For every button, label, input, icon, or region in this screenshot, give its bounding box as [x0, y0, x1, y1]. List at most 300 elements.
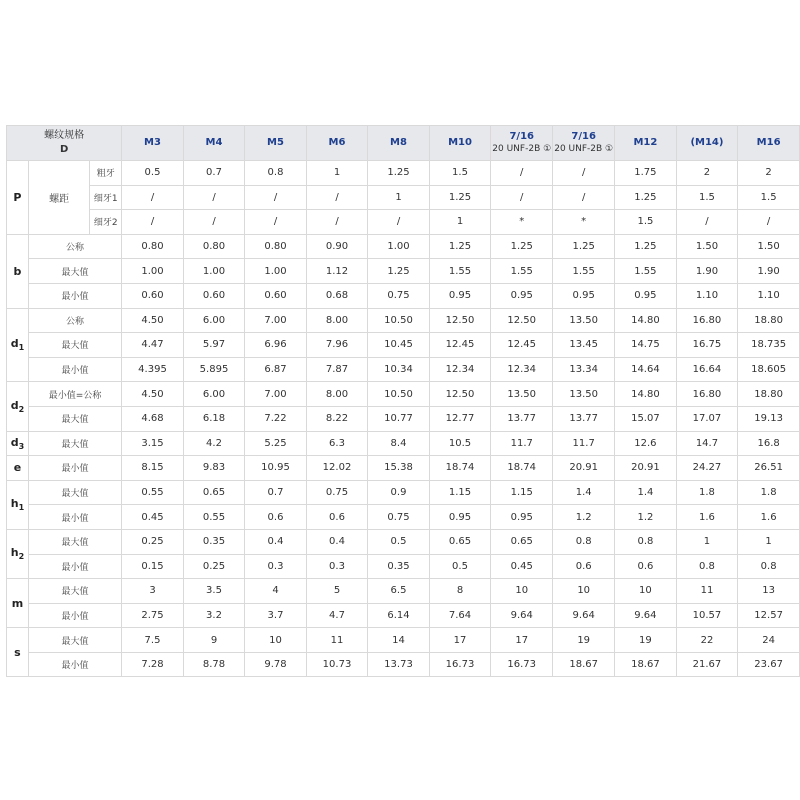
value-cell: 1.55: [429, 259, 491, 284]
table-row: [7, 308, 800, 333]
value-cell: 12.34: [491, 357, 553, 382]
value-cell: 1: [738, 529, 800, 554]
size-header: [615, 126, 677, 161]
value-cell: 10: [491, 579, 553, 604]
value-cell: *: [553, 210, 615, 235]
value-cell: 17: [491, 628, 553, 653]
value-cell: /: [491, 161, 553, 186]
value-cell: 0.8: [553, 529, 615, 554]
row-label: 最大值: [28, 579, 121, 604]
row-label: 最大值: [28, 529, 121, 554]
value-cell: 1.25: [615, 234, 677, 259]
param-symbol: [7, 579, 29, 628]
value-cell: 0.7: [183, 161, 245, 186]
table-row: [7, 554, 800, 579]
value-cell: 18.74: [491, 456, 553, 481]
row-label: 细牙1: [90, 185, 122, 210]
value-cell: 10: [245, 628, 307, 653]
value-cell: 4.50: [122, 382, 184, 407]
value-cell: 14: [368, 628, 430, 653]
value-cell: 10.95: [245, 456, 307, 481]
value-cell: /: [738, 210, 800, 235]
row-label: 粗牙: [90, 161, 122, 186]
param-symbol-letter: m: [11, 596, 24, 610]
value-cell: 0.3: [245, 554, 307, 579]
value-cell: /: [122, 210, 184, 235]
value-cell: 8.15: [122, 456, 184, 481]
value-cell: 4.7: [306, 603, 368, 628]
value-cell: /: [183, 185, 245, 210]
value-cell: 4.47: [122, 333, 184, 358]
value-cell: 12.50: [429, 382, 491, 407]
value-cell: 2.75: [122, 603, 184, 628]
value-cell: 7.64: [429, 603, 491, 628]
table-row: [7, 529, 800, 554]
size-label: M6: [328, 136, 346, 148]
thread-spec-symbol: D: [59, 144, 69, 155]
value-cell: 1.2: [553, 505, 615, 530]
size-header: [491, 126, 553, 161]
size-header: [368, 126, 430, 161]
param-symbol-letter: b: [13, 264, 22, 278]
row-label: 最小值: [28, 652, 121, 677]
value-cell: 9.64: [553, 603, 615, 628]
value-cell: 1.55: [615, 259, 677, 284]
value-cell: 0.7: [245, 480, 307, 505]
header-row: [7, 126, 800, 161]
value-cell: 20.91: [615, 456, 677, 481]
pitch-label: 螺距: [28, 161, 89, 235]
value-cell: 1.75: [615, 161, 677, 186]
value-cell: 12.57: [738, 603, 800, 628]
value-cell: 1.6: [676, 505, 738, 530]
size-sublabel: 20 UNF-2B ①: [554, 143, 614, 154]
param-symbol-letter: e: [13, 461, 22, 475]
value-cell: 1.50: [676, 234, 738, 259]
value-cell: 0.55: [122, 480, 184, 505]
row-label: 公称: [28, 308, 121, 333]
row-label: 最大值: [28, 628, 121, 653]
value-cell: 5.25: [245, 431, 307, 456]
value-cell: 9.64: [615, 603, 677, 628]
value-cell: 0.80: [245, 234, 307, 259]
value-cell: 19: [553, 628, 615, 653]
param-symbol: [7, 480, 29, 529]
value-cell: 3.2: [183, 603, 245, 628]
param-symbol-subscript: 1: [18, 343, 25, 353]
value-cell: 20.91: [553, 456, 615, 481]
size-label: M4: [205, 136, 223, 148]
value-cell: 21.67: [676, 652, 738, 677]
value-cell: 1.5: [676, 185, 738, 210]
value-cell: 14.80: [615, 382, 677, 407]
value-cell: 1.90: [676, 259, 738, 284]
value-cell: 14.7: [676, 431, 738, 456]
row-label: 最小值: [28, 357, 121, 382]
value-cell: /: [306, 185, 368, 210]
value-cell: 0.65: [429, 529, 491, 554]
value-cell: 1.4: [553, 480, 615, 505]
size-label: M16: [756, 136, 781, 148]
size-label: M10: [448, 136, 472, 148]
row-label: 公称: [28, 234, 121, 259]
param-symbol: [7, 382, 29, 431]
table-row: [7, 185, 800, 210]
value-cell: 18.605: [738, 357, 800, 382]
value-cell: 9: [183, 628, 245, 653]
param-symbol-subscript: 3: [18, 441, 25, 451]
value-cell: 7.96: [306, 333, 368, 358]
value-cell: 1.15: [491, 480, 553, 505]
value-cell: 1.4: [615, 480, 677, 505]
param-symbol-letter: d: [10, 337, 19, 351]
value-cell: 16.73: [429, 652, 491, 677]
value-cell: 11.7: [553, 431, 615, 456]
value-cell: 0.3: [306, 554, 368, 579]
value-cell: 1.55: [491, 259, 553, 284]
value-cell: 10: [615, 579, 677, 604]
value-cell: 22: [676, 628, 738, 653]
value-cell: 0.60: [245, 283, 307, 308]
value-cell: 15.38: [368, 456, 430, 481]
thread-spec-table: [6, 125, 800, 677]
value-cell: 13.77: [491, 406, 553, 431]
value-cell: 0.95: [491, 505, 553, 530]
value-cell: 1.00: [122, 259, 184, 284]
value-cell: 26.51: [738, 456, 800, 481]
param-symbol: [7, 234, 29, 308]
value-cell: 1: [676, 529, 738, 554]
value-cell: 0.95: [615, 283, 677, 308]
value-cell: 5: [306, 579, 368, 604]
value-cell: 0.8: [615, 529, 677, 554]
value-cell: 1.5: [615, 210, 677, 235]
value-cell: 9.83: [183, 456, 245, 481]
value-cell: /: [553, 161, 615, 186]
value-cell: 12.02: [306, 456, 368, 481]
value-cell: 2: [676, 161, 738, 186]
value-cell: 6.14: [368, 603, 430, 628]
value-cell: 4: [245, 579, 307, 604]
table-row: [7, 283, 800, 308]
value-cell: 0.75: [368, 505, 430, 530]
value-cell: 0.68: [306, 283, 368, 308]
value-cell: 1.15: [429, 480, 491, 505]
value-cell: 1.25: [368, 259, 430, 284]
value-cell: 18.67: [615, 652, 677, 677]
value-cell: 0.60: [122, 283, 184, 308]
value-cell: 7.87: [306, 357, 368, 382]
table-row: [7, 357, 800, 382]
value-cell: 1: [368, 185, 430, 210]
value-cell: 0.5: [368, 529, 430, 554]
value-cell: 1.2: [615, 505, 677, 530]
row-label: 最小值: [28, 456, 121, 481]
size-label: M5: [267, 136, 284, 148]
value-cell: 1.25: [429, 185, 491, 210]
table-row: [7, 456, 800, 481]
row-label: 最小值: [28, 283, 121, 308]
param-symbol-subscript: 2: [18, 552, 25, 562]
value-cell: 19: [615, 628, 677, 653]
value-cell: 3: [122, 579, 184, 604]
value-cell: 1.12: [306, 259, 368, 284]
table-row: [7, 579, 800, 604]
value-cell: 0.95: [491, 283, 553, 308]
table-row: [7, 234, 800, 259]
value-cell: 13.77: [553, 406, 615, 431]
value-cell: 0.95: [553, 283, 615, 308]
value-cell: 1.90: [738, 259, 800, 284]
value-cell: 0.80: [183, 234, 245, 259]
value-cell: 13.50: [491, 382, 553, 407]
value-cell: 7.5: [122, 628, 184, 653]
size-label: M8: [390, 136, 407, 148]
param-symbol: [7, 431, 29, 456]
value-cell: 17.07: [676, 406, 738, 431]
value-cell: 0.6: [306, 505, 368, 530]
value-cell: 16.80: [676, 382, 738, 407]
value-cell: 16.75: [676, 333, 738, 358]
param-symbol-letter: d: [10, 398, 19, 412]
param-symbol: [7, 308, 29, 382]
param-symbol-letter: P: [13, 190, 22, 204]
value-cell: 0.15: [122, 554, 184, 579]
value-cell: 4.2: [183, 431, 245, 456]
size-header: [183, 126, 245, 161]
value-cell: /: [245, 185, 307, 210]
size-label: (M14): [690, 136, 724, 148]
table-row: [7, 431, 800, 456]
value-cell: /: [553, 185, 615, 210]
value-cell: /: [245, 210, 307, 235]
value-cell: 1.00: [183, 259, 245, 284]
value-cell: 10.50: [368, 382, 430, 407]
value-cell: 0.80: [122, 234, 184, 259]
value-cell: 14.64: [615, 357, 677, 382]
table-row: [7, 333, 800, 358]
value-cell: 1.50: [738, 234, 800, 259]
value-cell: 15.07: [615, 406, 677, 431]
value-cell: 10.5: [429, 431, 491, 456]
value-cell: 14.80: [615, 308, 677, 333]
value-cell: 7.28: [122, 652, 184, 677]
table-row: [7, 480, 800, 505]
row-label: 最小值: [28, 603, 121, 628]
value-cell: 1.25: [491, 234, 553, 259]
value-cell: 0.65: [491, 529, 553, 554]
value-cell: 0.60: [183, 283, 245, 308]
table-row: [7, 161, 800, 186]
size-label: M3: [144, 136, 161, 148]
value-cell: 18.80: [738, 308, 800, 333]
value-cell: 3.15: [122, 431, 184, 456]
value-cell: 13.50: [553, 382, 615, 407]
value-cell: 1.00: [245, 259, 307, 284]
value-cell: 0.6: [615, 554, 677, 579]
value-cell: 0.5: [429, 554, 491, 579]
value-cell: 0.75: [306, 480, 368, 505]
value-cell: 12.34: [429, 357, 491, 382]
value-cell: 0.9: [368, 480, 430, 505]
value-cell: 9.64: [491, 603, 553, 628]
table-body: [7, 126, 800, 677]
value-cell: 1.5: [429, 161, 491, 186]
param-symbol: [7, 529, 29, 578]
value-cell: 0.45: [491, 554, 553, 579]
value-cell: 18.735: [738, 333, 800, 358]
value-cell: 12.45: [491, 333, 553, 358]
size-label: M12: [633, 136, 658, 148]
value-cell: 0.35: [368, 554, 430, 579]
value-cell: 18.74: [429, 456, 491, 481]
table-row: [7, 628, 800, 653]
value-cell: 1.10: [676, 283, 738, 308]
value-cell: 5.97: [183, 333, 245, 358]
value-cell: 12.6: [615, 431, 677, 456]
param-symbol: [7, 456, 29, 481]
value-cell: 0.6: [245, 505, 307, 530]
value-cell: /: [491, 185, 553, 210]
param-symbol-subscript: 1: [18, 503, 25, 513]
value-cell: 6.87: [245, 357, 307, 382]
row-label: 最大值: [28, 406, 121, 431]
value-cell: 0.90: [306, 234, 368, 259]
value-cell: 10.57: [676, 603, 738, 628]
size-header: [245, 126, 307, 161]
value-cell: 23.67: [738, 652, 800, 677]
value-cell: 0.65: [183, 480, 245, 505]
value-cell: 1.6: [738, 505, 800, 530]
value-cell: 11.7: [491, 431, 553, 456]
value-cell: 1.25: [615, 185, 677, 210]
value-cell: 18.80: [738, 382, 800, 407]
table-row: [7, 210, 800, 235]
value-cell: /: [676, 210, 738, 235]
value-cell: 12.50: [491, 308, 553, 333]
value-cell: 0.95: [429, 283, 491, 308]
value-cell: 18.67: [553, 652, 615, 677]
value-cell: *: [491, 210, 553, 235]
table-row: [7, 603, 800, 628]
value-cell: 11: [306, 628, 368, 653]
value-cell: 1.25: [429, 234, 491, 259]
value-cell: 6.5: [368, 579, 430, 604]
thread-spec-header: [7, 126, 122, 161]
value-cell: 13.45: [553, 333, 615, 358]
value-cell: 14.75: [615, 333, 677, 358]
value-cell: 16.8: [738, 431, 800, 456]
value-cell: 1.25: [553, 234, 615, 259]
value-cell: 8.00: [306, 382, 368, 407]
thread-spec-title: 螺纹规格: [44, 130, 85, 141]
value-cell: 4.50: [122, 308, 184, 333]
value-cell: 7.22: [245, 406, 307, 431]
size-label: 7/16: [571, 131, 596, 143]
value-cell: 1.8: [738, 480, 800, 505]
param-symbol-letter: d: [10, 435, 19, 449]
size-header: [676, 126, 738, 161]
row-label: 细牙2: [90, 210, 122, 235]
param-symbol-letter: h: [10, 546, 19, 560]
value-cell: 0.55: [183, 505, 245, 530]
value-cell: 10.45: [368, 333, 430, 358]
row-label: 最小值=公称: [28, 382, 121, 407]
value-cell: 6.96: [245, 333, 307, 358]
param-symbol-letter: h: [10, 497, 19, 511]
value-cell: 1.55: [553, 259, 615, 284]
value-cell: 0.8: [245, 161, 307, 186]
value-cell: 12.45: [429, 333, 491, 358]
value-cell: 1.8: [676, 480, 738, 505]
value-cell: 1.10: [738, 283, 800, 308]
param-symbol-letter: s: [14, 645, 21, 659]
value-cell: 4.68: [122, 406, 184, 431]
value-cell: 13.73: [368, 652, 430, 677]
value-cell: 0.25: [122, 529, 184, 554]
value-cell: 8.78: [183, 652, 245, 677]
value-cell: 10: [553, 579, 615, 604]
value-cell: 0.45: [122, 505, 184, 530]
value-cell: 11: [676, 579, 738, 604]
value-cell: 10.34: [368, 357, 430, 382]
table-row: [7, 259, 800, 284]
value-cell: 17: [429, 628, 491, 653]
value-cell: 1.5: [738, 185, 800, 210]
value-cell: 16.73: [491, 652, 553, 677]
value-cell: /: [122, 185, 184, 210]
row-label: 最大值: [28, 431, 121, 456]
value-cell: /: [368, 210, 430, 235]
value-cell: 8: [429, 579, 491, 604]
value-cell: 6.3: [306, 431, 368, 456]
value-cell: 12.50: [429, 308, 491, 333]
param-symbol-subscript: 2: [18, 405, 25, 415]
value-cell: 10.73: [306, 652, 368, 677]
value-cell: 0.95: [429, 505, 491, 530]
value-cell: 6.00: [183, 382, 245, 407]
table-row: [7, 652, 800, 677]
row-label: 最大值: [28, 480, 121, 505]
table-row: [7, 382, 800, 407]
value-cell: 0.75: [368, 283, 430, 308]
size-header: [306, 126, 368, 161]
value-cell: 0.8: [738, 554, 800, 579]
value-cell: 0.25: [183, 554, 245, 579]
value-cell: 9.78: [245, 652, 307, 677]
value-cell: 13.50: [553, 308, 615, 333]
row-label: 最小值: [28, 505, 121, 530]
value-cell: 6.18: [183, 406, 245, 431]
row-label: 最大值: [28, 259, 121, 284]
size-header: [738, 126, 800, 161]
value-cell: 5.895: [183, 357, 245, 382]
table-row: [7, 406, 800, 431]
value-cell: /: [306, 210, 368, 235]
value-cell: 19.13: [738, 406, 800, 431]
value-cell: 8.22: [306, 406, 368, 431]
value-cell: 2: [738, 161, 800, 186]
size-sublabel: 20 UNF-2B ①: [492, 143, 552, 154]
value-cell: 16.64: [676, 357, 738, 382]
value-cell: 13: [738, 579, 800, 604]
value-cell: 7.00: [245, 382, 307, 407]
value-cell: 4.395: [122, 357, 184, 382]
value-cell: 3.7: [245, 603, 307, 628]
table-row: [7, 505, 800, 530]
size-header: [429, 126, 491, 161]
value-cell: 24: [738, 628, 800, 653]
